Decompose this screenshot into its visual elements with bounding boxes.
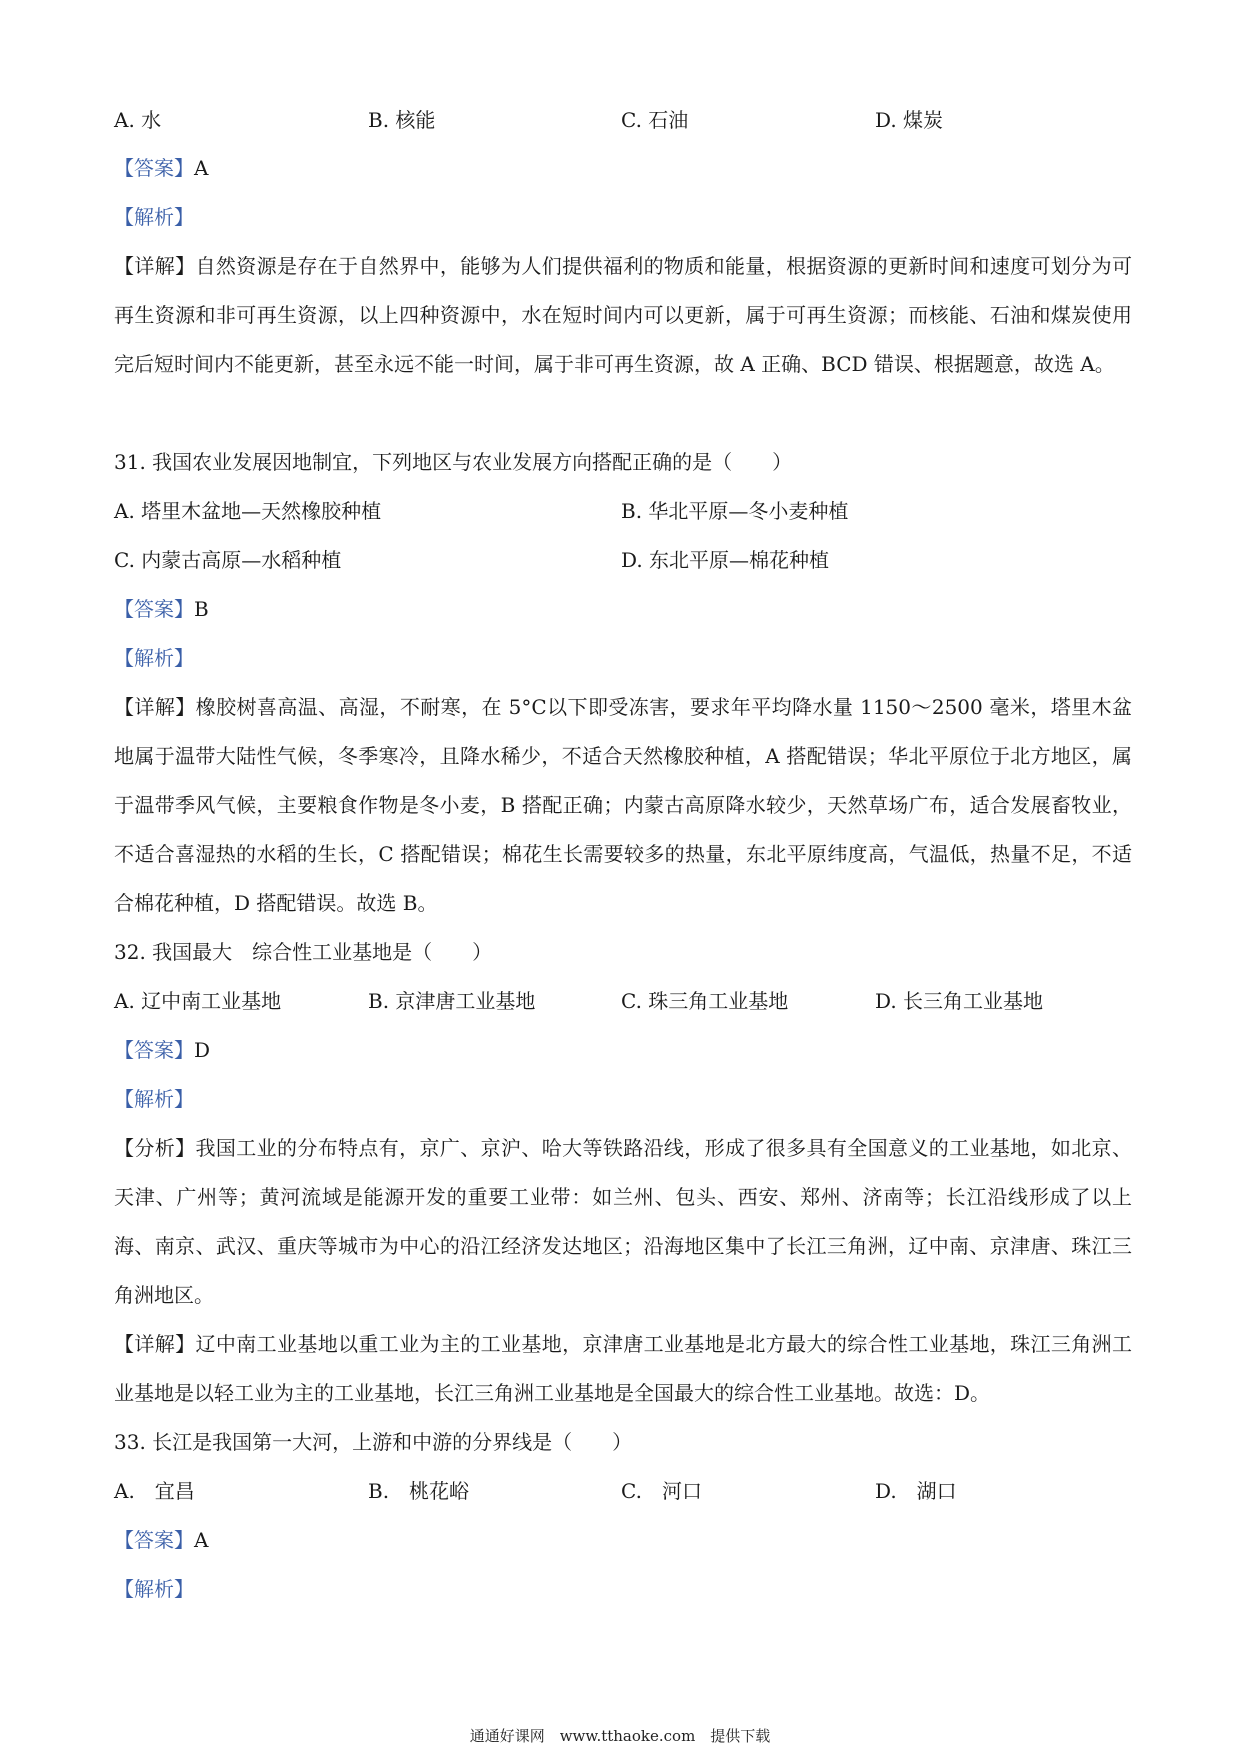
q31-option-d: D. 东北平原—棉花种植 xyxy=(621,548,830,572)
analysis-tag: 【解析】 xyxy=(114,1577,194,1601)
q31-stem: 31. 我国农业发展因地制宜，下列地区与农业发展方向搭配正确的是（ ） xyxy=(114,450,793,474)
q30-answer xyxy=(114,154,208,182)
q32-analysis xyxy=(114,1124,1132,1320)
q33-analysis-heading xyxy=(114,1575,194,1603)
q33-stem: 33. 长江是我国第一大河，上游和中游的分界线是（ ） xyxy=(114,1430,633,1454)
analysis-tag: 【解析】 xyxy=(114,646,194,670)
q33-option-d: D. 湖口 xyxy=(875,1479,957,1503)
q30-option-a: A. 水 xyxy=(114,108,162,132)
analysis-tag: 【解析】 xyxy=(114,1087,194,1111)
q32-detail xyxy=(114,1320,1132,1418)
detail-tag: 【详解】 xyxy=(114,1332,196,1356)
answer-tag: 【答案】 xyxy=(114,1528,194,1552)
q30-option-d: D. 煤炭 xyxy=(875,108,944,132)
detail-text: 橡胶树喜高温、高湿，不耐寒，在 5°C以下即受冻害，要求年平均降水量 1150～2500 毫米，塔里木盆地属于温带大陆性气候，冬季寒冷，且降水稀少，不适合天然橡胶种植，A 搭配错误；华北平原位于北方地区，属于温带季风气候，主要粮食作物是冬小麦，B 搭配正确；内蒙古高原降水较少，天然草场广布，适合发展畜牧业，不适合喜湿热的水稻的生长，C 搭配错误；棉花生长需要较多的热量，东北平原纬度高，气温低，热量不足，不适合棉花种植，D 搭配错误。故选 B。 xyxy=(114,695,1133,915)
q33-option-b: B. 桃花峪 xyxy=(368,1479,470,1503)
answer-value: B xyxy=(194,597,209,621)
answer-tag: 【答案】 xyxy=(114,597,194,621)
q32-stem: 32. 我国最大 综合性工业基地是（ ） xyxy=(114,940,493,964)
answer-tag: 【答案】 xyxy=(114,1038,194,1062)
q30-detail xyxy=(114,242,1132,389)
q32-option-d: D. 长三角工业基地 xyxy=(875,989,1044,1013)
q31-option-c: C. 内蒙古高原—水稻种植 xyxy=(114,548,342,572)
q32-answer xyxy=(114,1036,210,1064)
q31-option-a: A. 塔里木盆地—天然橡胶种植 xyxy=(114,499,382,523)
q33-answer xyxy=(114,1526,208,1554)
detail-text: 自然资源是存在于自然界中，能够为人们提供福利的物质和能量，根据资源的更新时间和速度可划分为可再生资源和非可再生资源，以上四种资源中，水在短时间内可以更新，属于可再生资源；而核能、石油和煤炭使用完后短时间内不能更新，甚至永远不能一时间，属于非可再生资源，故 A 正确、BCD 错误、根据题意，故选 A。 xyxy=(114,254,1133,376)
q31-answer xyxy=(114,595,209,623)
answer-value: D xyxy=(194,1038,211,1062)
detail-text: 辽中南工业基地以重工业为主的工业基地，京津唐工业基地是北方最大的综合性工业基地，珠江三角洲工业基地是以轻工业为主的工业基地，长江三角洲工业基地是全国最大的综合性工业基地。故选：D。 xyxy=(114,1332,1133,1405)
analysis2-text: 我国工业的分布特点有，京广、京沪、哈大等铁路沿线，形成了很多具有全国意义的工业基地，如北京、天津、广州等；黄河流域是能源开发的重要工业带：如兰州、包头、西安、郑州、济南等；长江沿线形成了以上海、南京、武汉、重庆等城市为中心的沿江经济发达地区；沿海地区集中了长江三角洲，辽中南、京津唐、珠江三角洲地区。 xyxy=(114,1136,1133,1307)
q30-analysis-heading xyxy=(114,203,194,231)
q31-analysis-heading xyxy=(114,644,194,672)
answer-value: A xyxy=(194,1528,209,1552)
analysis2-tag: 【分析】 xyxy=(114,1136,196,1160)
detail-tag: 【详解】 xyxy=(114,254,196,278)
q33-option-c: C. 河口 xyxy=(621,1479,702,1503)
q31-option-b: B. 华北平原—冬小麦种植 xyxy=(621,499,849,523)
page-footer: 通通好课网 www.tthaoke.com 提供下载 xyxy=(469,1727,771,1745)
q32-option-c: C. 珠三角工业基地 xyxy=(621,989,789,1013)
answer-value: A xyxy=(194,156,209,180)
q31-detail xyxy=(114,683,1132,928)
detail-tag: 【详解】 xyxy=(114,695,196,719)
q32-analysis-heading xyxy=(114,1085,194,1113)
q32-option-a: A. 辽中南工业基地 xyxy=(114,989,282,1013)
answer-tag: 【答案】 xyxy=(114,156,194,180)
q30-option-b: B. 核能 xyxy=(368,108,436,132)
q33-option-a: A. 宜昌 xyxy=(114,1479,195,1503)
q32-option-b: B. 京津唐工业基地 xyxy=(368,989,536,1013)
q30-option-c: C. 石油 xyxy=(621,108,689,132)
analysis-tag: 【解析】 xyxy=(114,205,194,229)
